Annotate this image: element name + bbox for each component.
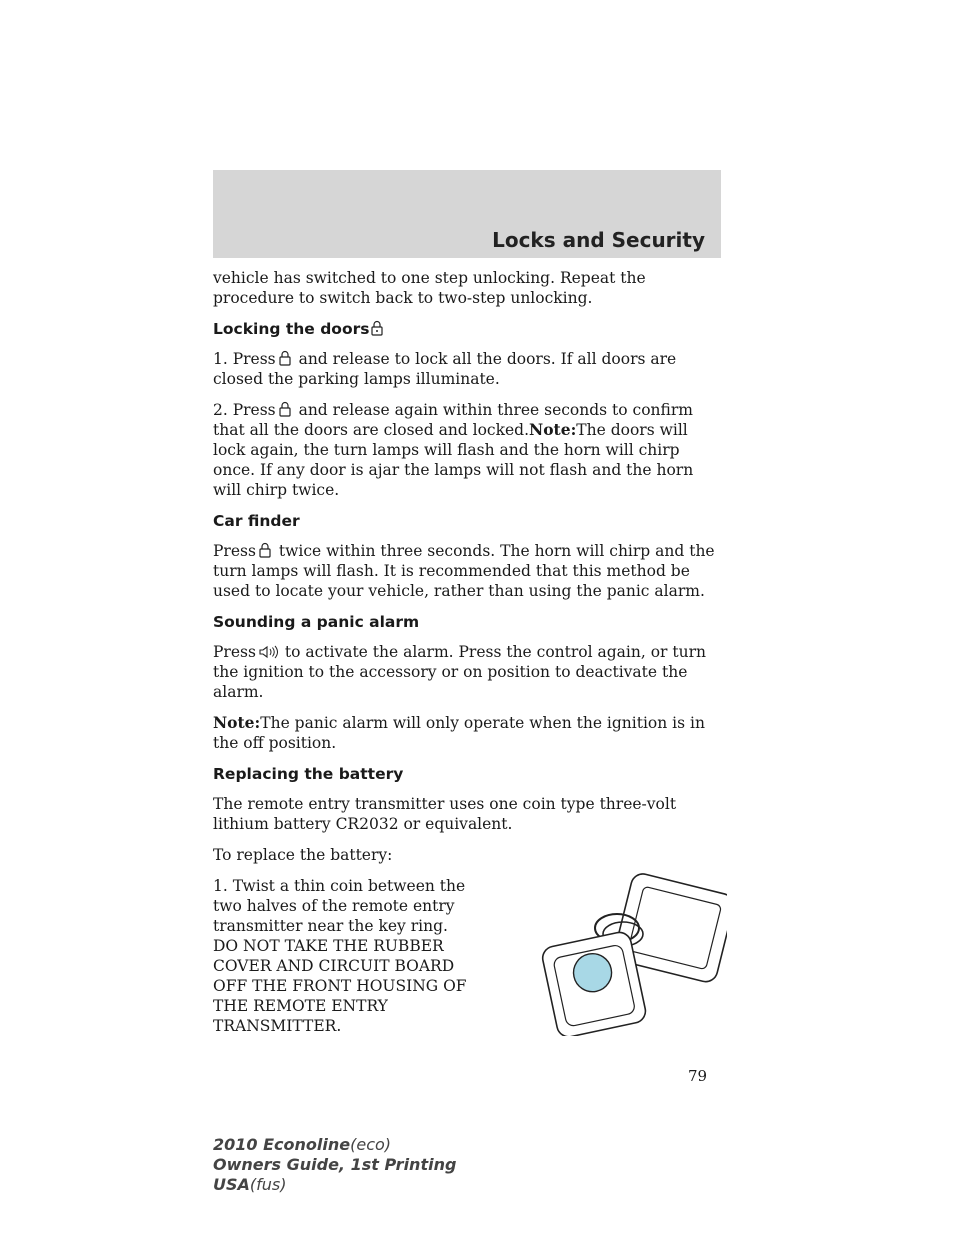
lock-icon: [371, 320, 383, 336]
note-label: Note:: [529, 420, 577, 439]
panic-heading: Sounding a panic alarm: [213, 613, 420, 631]
section-title: Locks and Security: [492, 228, 705, 252]
lock-icon: [278, 350, 292, 366]
lock-icon: [258, 542, 272, 558]
battery-intro: To replace the battery:: [213, 846, 393, 864]
battery-heading: Replacing the battery: [213, 765, 404, 783]
battery-paragraph: The remote entry transmitter uses one coin type three-volt lithium battery CR2032 or equivalent.: [213, 795, 677, 833]
footer-line-2: Owners Guide, 1st Printing: [213, 1155, 457, 1174]
footer-line-1: 2010 Econoline(eco): [213, 1135, 392, 1154]
remote-fob-illustration: [527, 866, 727, 1036]
car-finder-heading: Car finder: [213, 512, 300, 530]
intro-paragraph: vehicle has switched to one step unlocking. Repeat the procedure to switch back to two-step unlocking.: [213, 269, 646, 307]
panic-paragraph: Press to activate the alarm. Press the control again, or turn the ignition to the accessory or on position to deactivate the alarm.: [213, 643, 706, 701]
panic-horn-icon: [258, 645, 278, 659]
footer-line-3: USA(fus): [213, 1175, 287, 1194]
lock-icon: [278, 401, 292, 417]
battery-step-1: 1. Twist a thin coin between the two halves of the remote entry transmitter near the key ring. DO NOT TAKE THE RUBBER COVER AND CIRCUIT BOARD OFF THE FRONT HOUSING OF THE REMOTE ENTRY TRANSMITTER.: [213, 877, 467, 1035]
car-finder-paragraph: Press twice within three seconds. The horn will chirp and the turn lamps will flash. It is recommended that this method be used to locate your vehicle, rather than using the panic alarm.: [213, 542, 715, 600]
panic-note: Note:The panic alarm will only operate when the ignition is in the off position.: [213, 713, 705, 752]
locking-step-1: 1. Press and release to lock all the doors. If all doors are closed the parking lamps illuminate.: [213, 350, 677, 388]
page-number: 79: [688, 1067, 708, 1085]
footer: [213, 1135, 456, 1195]
locking-heading: Locking the doors: [213, 319, 721, 339]
locking-step-2: 2. Press and release again within three seconds to confirm that all the doors are closed and locked.Note:The doors will lock again, the turn lamps will flash and the horn will chirp once. If any door is ajar the lamps will not flash and the horn will chirp twice.: [213, 401, 694, 499]
page-content: [213, 268, 721, 1047]
battery-step-section: [213, 876, 721, 1047]
